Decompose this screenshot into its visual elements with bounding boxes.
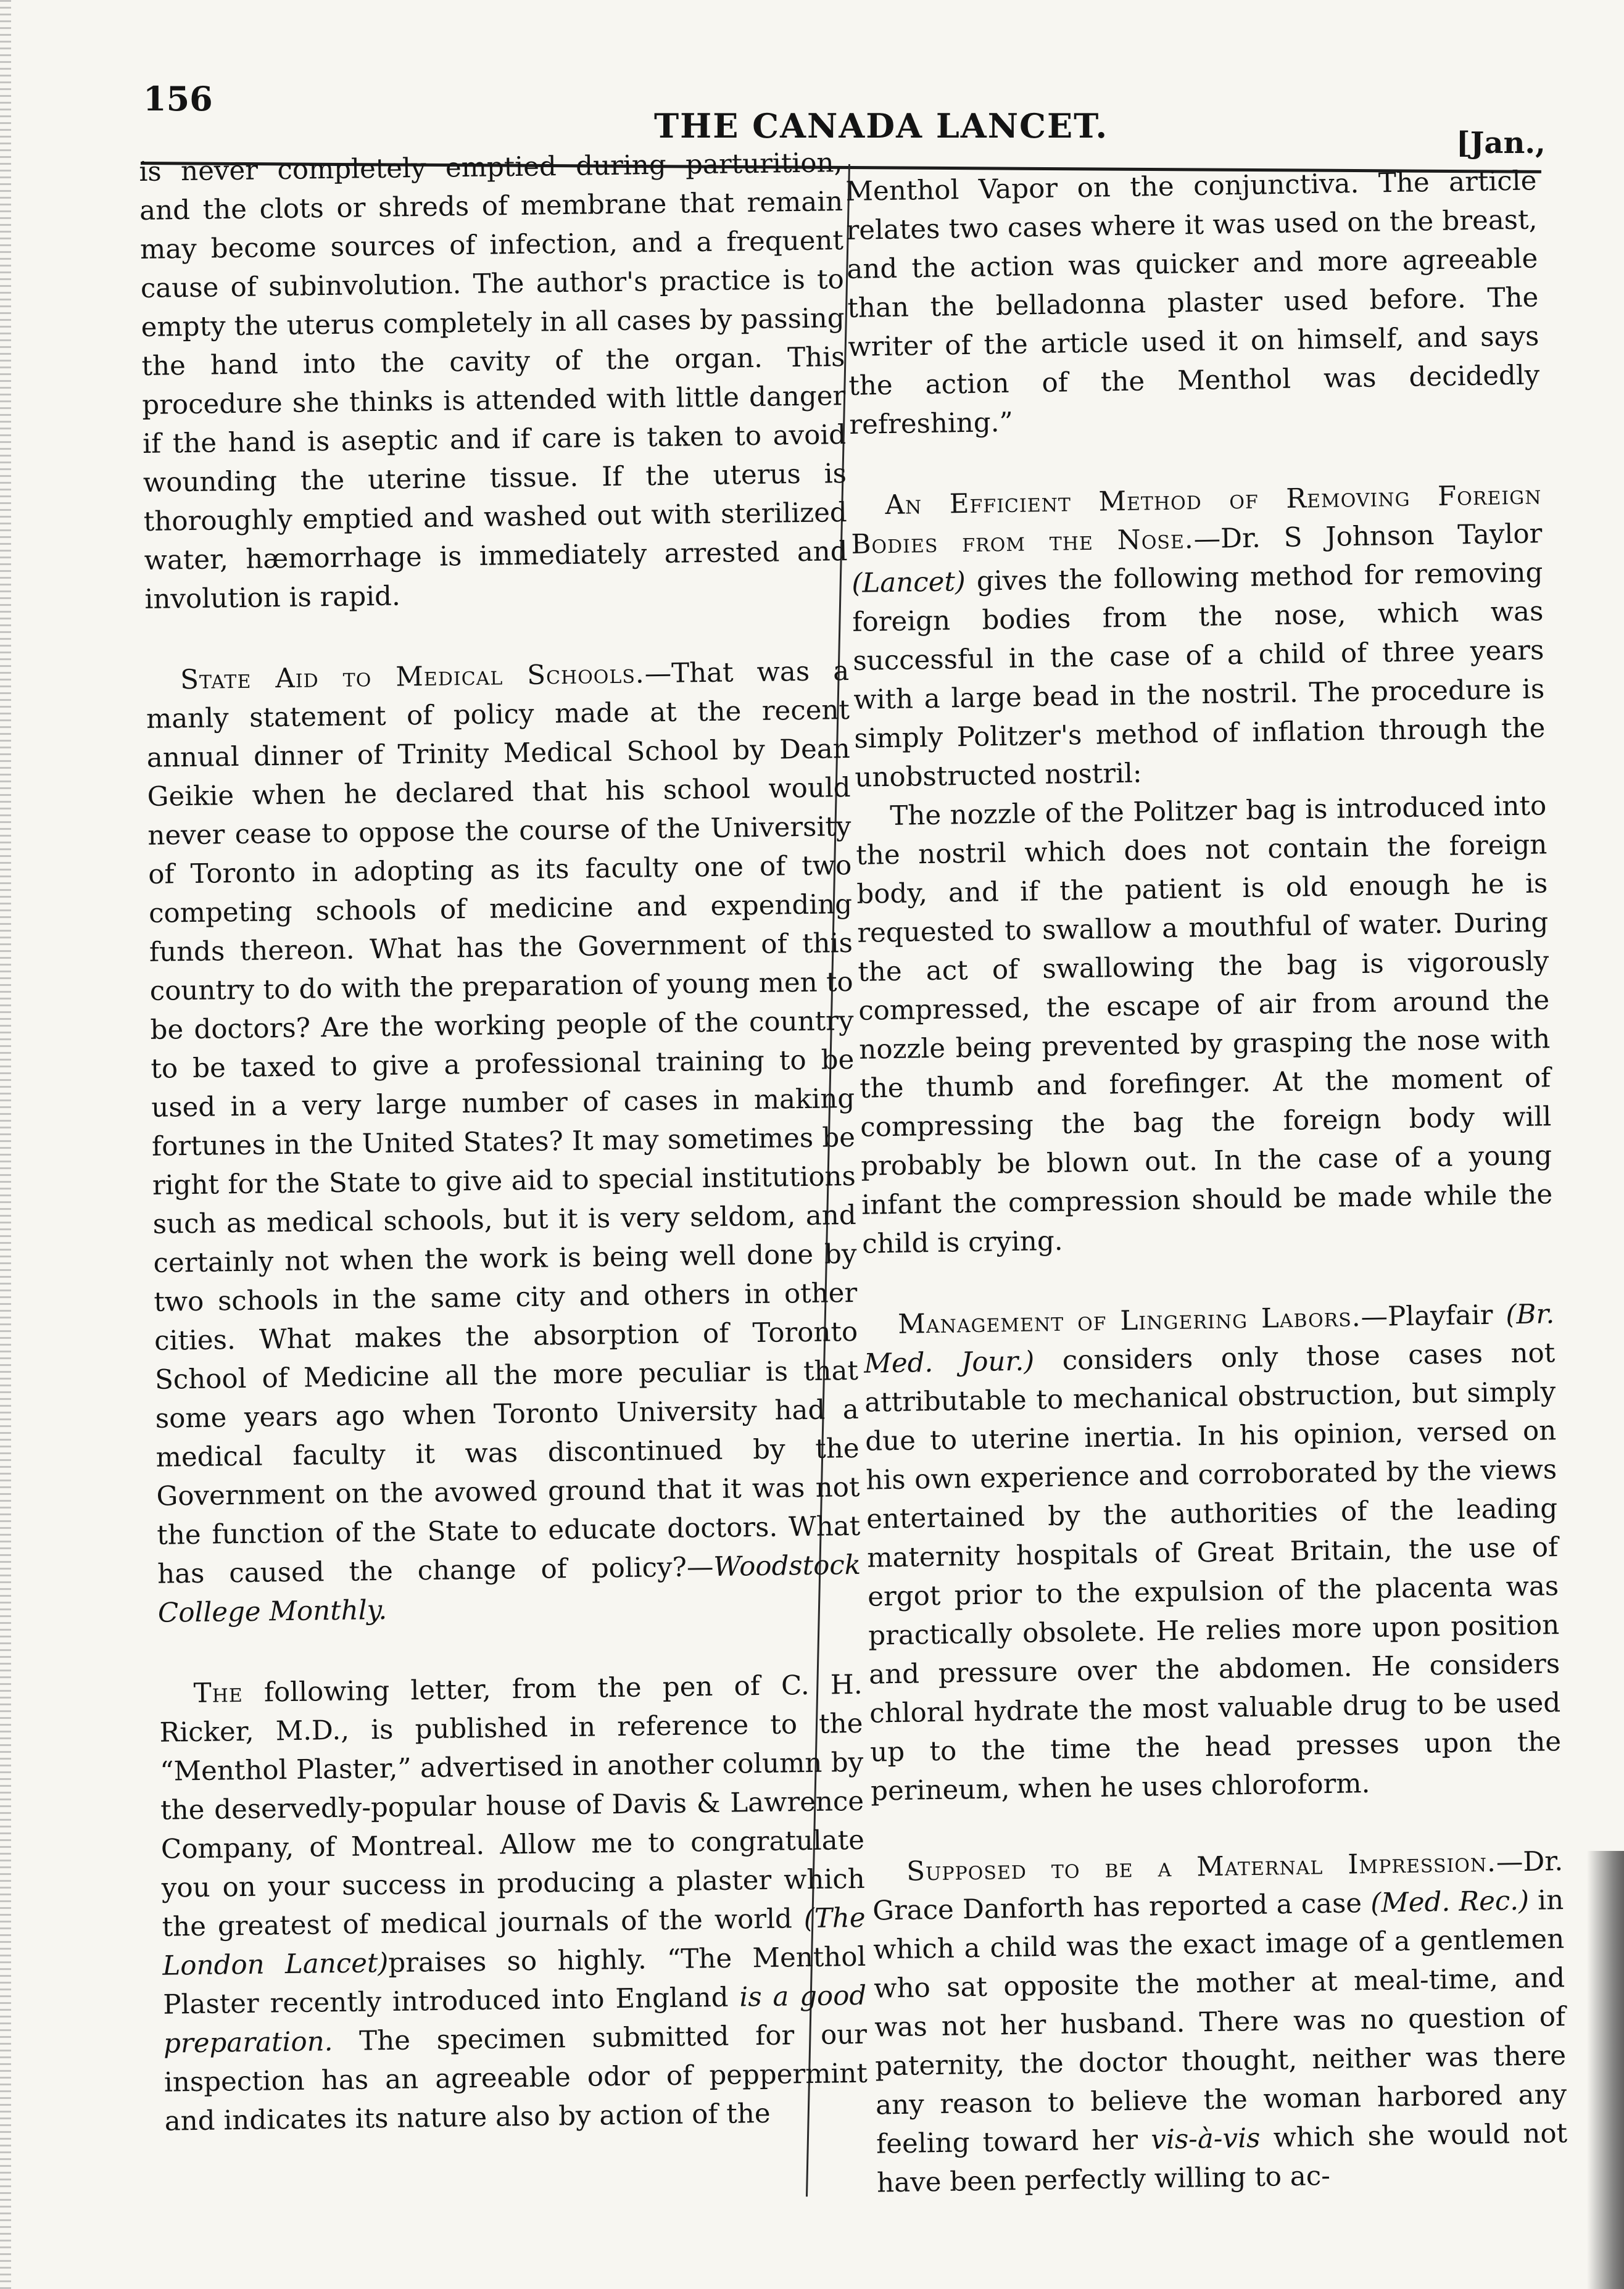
article-emphasis: vis-à-vis [1151, 2122, 1261, 2156]
right-paragraph-continuation: Menthol Vapor on the conjunctiva. The article relates two cases where it was used on the breast, and the action was quicker and more agreeable than the belladonna plaster used before. The writer of the article used it on himself, and says the action of the Menthol was decidedly refreshing.” [845, 165, 1540, 441]
scan-corner-shadow [1587, 1851, 1624, 2289]
left-column [139, 144, 868, 2142]
article-source: (Br. Med. Jour.) [863, 1299, 1555, 1380]
article-source: (Lancet) [851, 566, 966, 599]
article-body: —That was a manly statement of policy made at the recent annual dinner of Trinity Medical School by Dean Geikie when he declared that his school would never cease to oppose the course of the University of Toronto in adopting as its faculty one of two competing schools of medicine and expending funds thereon. What has the Government of this country to do with the preparation of young men to be doctors? Are the working people of the country to be taxed to give a professional training to be used in a very large number of cases in making fortunes in the United States? It may sometimes be right for the State to give aid to special institutions such as medical schools, but it is very seldom, and certainly not when the work is being well done by two schools in the same city and others in other cities. What makes the absorption of Toronto School of Medicine all the more peculiar is that some years ago when Toronto University had a medical faculty it was discontinued by the Government on the avowed ground that it was not the function of the State to educate doctors. What has caused the change of policy?— [146, 656, 861, 1590]
article-heading: State Aid to Medical Schools. [180, 658, 645, 696]
article-body: in which a child was the exact image of a gentlemen who sat opposite the mother at meal-time, and was not her husband. There was no question of paternity, the doctor thought, neither was there any reason to believe the woman harbored any feeling toward her [872, 1885, 1567, 2160]
running-head: THE CANADA LANCET. [654, 106, 1109, 146]
article-heading: An Efficient Method of Removing Foreign Bodies from the Nose. [851, 479, 1542, 560]
article-journal: (The London Lancet) [162, 1902, 866, 1982]
article-emphasis: is a good preparation. [163, 1980, 867, 2059]
article-body: following letter, from the pen of C. H. Ricker, M.D., is published in reference to the “Menthol Plaster,” advertised in another column by the deservedly-popular house of Davis & Lawrence Company, of Montreal. Allow me to congratulate you on your success in producing a plaster which the greatest of medical journals of the world [159, 1669, 866, 1943]
article-body: gives the following method for removing foreign bodies from the nose, which was successful in the case of a child of three years with a large bead in the nostril. The procedure is simply Politzer's method of inflation through the unobstructed nostril: [852, 557, 1546, 793]
article-body: which she would not have been perfectly willing to ac- [876, 2118, 1568, 2199]
page-number: 156 [143, 79, 213, 118]
article-menthol-letter [159, 1666, 868, 2142]
article-source: Woodstock College Monthly. [157, 1549, 861, 1629]
article-body: praises so highly. “The Menthol Plaster recently introduced into England [162, 1941, 866, 2021]
article-heading: Management of Lingering Labors. [897, 1302, 1361, 1340]
article-lingering-labors [863, 1295, 1562, 1811]
article-maternal-impression [872, 1842, 1568, 2203]
issue-month: [Jan., [1456, 126, 1546, 160]
article-heading: Supposed to be a Maternal Impression. [906, 1847, 1497, 1887]
article-foreign-bodies [850, 476, 1546, 798]
article-body: —Dr. S Johnson Taylor [1193, 518, 1543, 555]
article-body: The specimen submitted for our inspection has an agreeable odor of peppermint and indicates its nature also by action of the [164, 2019, 868, 2137]
article-body: —Dr. Grace Danforth has reported a case [872, 1846, 1564, 1927]
article-source: (Med. Rec.) [1370, 1885, 1530, 1919]
right-column [845, 162, 1568, 2203]
scan-edge-shadow [0, 0, 11, 2289]
left-paragraph-continuation: is never completely emptied during parturition, and the clots or shreds of membrane that remain may become sources of infection, and a frequent cause of subinvolution. The author's practice is to empty the uterus completely in all cases by passing the hand into the cavity of the organ. This procedure she thinks is attended with little danger if the hand is aseptic and if care is taken to avoid wounding the uterine tissue. If the uterus is thoroughly emptied and washed out with sterilized water, hæmorrhage is immediately arrested and involution is rapid. [139, 147, 848, 615]
quoted-procedure: The nozzle of the Politzer bag is introduced into the nostril which does not contain the foreign body, and if the patient is old enough he is requested to swallow a mouthful of water. During the act of swallowing the bag is vigorously compressed, the escape of air from around the nozzle being prevented by grasping the nose with the thumb and forefinger. At the moment of compressing the bag the foreign body will probably be blown out. In the case of a young infant the compression should be made while the child is crying. [855, 790, 1553, 1260]
article-body: considers only those cases not attributable to mechanical obstruction, but simply due to uterine inertia. In his opinion, versed on his own experience and corroborated by the views entertained by the authorities of the leading maternity hospitals of Great Britain, the use of ergot prior to the expulsion of the placenta was practically obsolete. He relies more upon position and pressure over the abdomen. He considers chloral hydrate the most valuable drug to be used up to the time the head presses upon the perineum, when he uses chloroform. [864, 1338, 1562, 1807]
article-body: —Playfair [1361, 1299, 1506, 1333]
article-lead-word: The [193, 1678, 244, 1710]
article-state-aid [146, 652, 862, 1633]
